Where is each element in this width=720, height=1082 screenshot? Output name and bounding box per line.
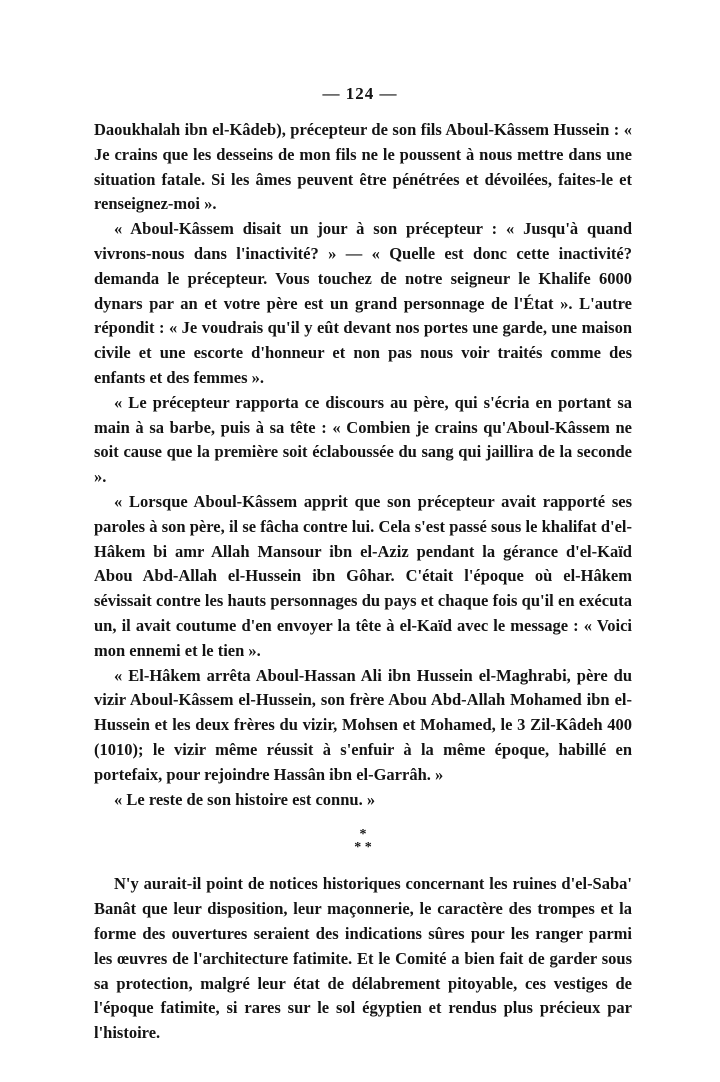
closing-paragraph: N'y aurait-il point de notices historiques concernant les ruines d'el-Saba' Banât que leur disposition, leur maçonnerie, le caractère des trompes et la forme des ouvertures seraient des indications sûres pour les ranger parmi les œuvres de l'architecture fatimite. Et le Comité a bien fait de garder sous sa protection, malgré leur état de délabrement pitoyable, ces vestiges de l'époque fatimite, si rares sur le sol égyptien et rendus plus précieux par l'histoire. [94, 874, 632, 1043]
asterism-bottom: * * [354, 840, 372, 856]
paragraph-4: « Lorsque Aboul-Kâssem apprit que son précepteur avait rapporté ses paroles à son père, il se fâcha contre lui. Cela s'est passé sous le khalifat d'el-Hâkem bi amr Allah Mansour ibn el-Aziz pendant la gérance d'el-Kaïd Abou Abd-Allah el-Hussein ibn Gôhar. C'était l'époque où el-Hâkem sévissait contre les hauts personnages du pays et chaque fois qu'il en exécuta un, il avait coutume d'en envoyer la tête à el-Kaïd avec le message : « Voici mon ennemi et le tien ». [94, 491, 632, 660]
paragraph-6: « Le reste de son histoire est connu. » [114, 789, 376, 809]
section-break-asterism [94, 828, 632, 854]
paragraph-3: « Le précepteur rapporta ce discours au père, qui s'écria en portant sa main à sa barbe, puis à sa tête : « Combien je crains qu'Aboul-Kâssem ne soit cause que la première soit éclaboussée du sang qui jaillira de la seconde ». [94, 392, 632, 487]
asterism-top: * [359, 827, 367, 843]
page-number: — 124 — [322, 84, 398, 103]
paragraph-2: « Aboul-Kâssem disait un jour à son précepteur : « Jusqu'à quand vivrons-nous dans l'inactivité? » — « Quelle est donc cette inactivité? demanda le précepteur. Vous touchez de notre seigneur le Khalife 6000 dynars par an et votre père est un grand personnage de l'État ». L'autre répondit : « Je voudrais qu'il y eût devant nos portes une garde, une maison civile et une escorte d'honneur et non pas nous voir traités comme des enfants et des femmes ». [94, 219, 632, 387]
paragraph-1: Daoukhalah ibn el-Kâdeb), précepteur de son fils Aboul-Kâssem Hussein : « Je crains que les desseins de mon fils ne le poussent à nous mettre dans une situation fatale. Si les âmes peuvent être pénétrées et dévoilées, faites-le et renseignez-moi ». [94, 120, 632, 214]
paragraph-5: « El-Hâkem arrêta Aboul-Hassan Ali ibn Hussein el-Maghrabi, père du vizir Aboul-Kâssem el-Hussein, son frère Abou Abd-Allah Mohamed ibn el-Hussein et les deux frères du vizir, Mohsen et Mohamed, le 3 Zil-Kâdeh 400 (1010); le vizir même réussit à s'enfuir à la même époque, habillé en portefaix, pour rejoindre Hassân ibn el-Garrâh. » [94, 665, 632, 784]
main-text [94, 118, 632, 1046]
